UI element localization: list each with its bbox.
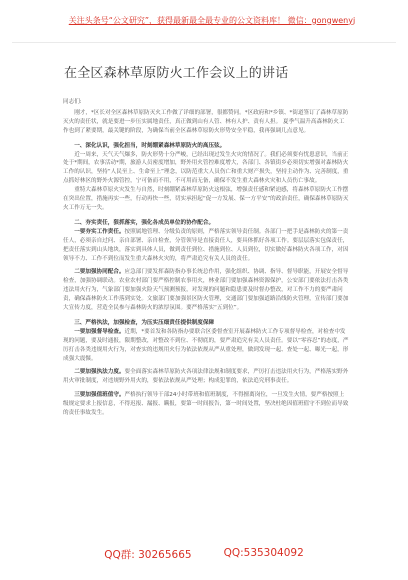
intro-paragraph: 刚才，*区长对全区森林草原防灭火工作做了详细的部署，很都赞同。*区政府和*乡镇、*街道签订了森林草原防灭火的责任状，就是要进一步压实属地责任，真正做到山有人管、林有人护、责有人担。 夏季气温升高森林防火工作也到了紧要期，最关键的阶段，为确保当前全区森林草原防火形势安全平稳，我再强调几点意见。: [63, 109, 349, 134]
section-1-paragraph-2: 重特大森林草原火灾发生与自然，时刻绷紧森林草原防火这根弦，增强责任感和紧迫感，将森林草原防火工作摆在突出位置，措施再实一些，行动再快一些，切实承担起“促一方发展、保一方平安”的政治责任，确保森林草原防灭火工作万无一失。: [63, 187, 349, 211]
section-1-paragraph-1: 近一周来，天气天气爆多，防火形势十分严峻，已经出现过发生火灾的情况了。我们必须要有忧患意识，当前正处于*期间，农事活动*期，旅游人员密度增加，野外用火管控难度增大，各部门、各镇街乡必须切实增强对森林防火工作的认识，坚持“人民至上、生命至上”理念，以防范重大人员伤亡和重大财产损失，坚持主动作为、完善制度，重点抓好林区的野外火源管控，宁可备而不用，不可用而无备，确保不发生重大森林火灾和人员伤亡事故。: [63, 151, 349, 185]
section-heading-3: 三、严格执法，加强检查，为压实压细责任提供制度保障: [74, 319, 215, 326]
top-banner-inner: [53, 15, 355, 26]
section-3-subhead-3: 三要加强值班值守。: [74, 392, 125, 399]
section-2-subhead-1: 一要夯实工作责任。: [74, 228, 125, 235]
banner-link[interactable]: 关注头条号“公文研究”，获得最新最全最专业的公文资料库！ 微信：gongwenyj: [68, 15, 356, 25]
qq-number: QQ:535304092: [223, 547, 304, 559]
section-3-text-2: 要全面落实森林草原防火各项法律法规和制度要求，严厉打击违法用火行为，严格落实野外用火审批制度，对违规野外用火的，要依法依规从严处理；构成犯罪的，依法追究刑事责任。: [63, 369, 349, 385]
section-3-text-1: 近期，*要首发和各防指办要联合区委督查室开展森林防火工作专项督导检查，对检查中发现的问题，要及时通报，限期整改，对整改不到位、不彻底的，要严肃追究有关人员责任。要以“零容忍”的态度，严厉打击各类违规用火行为，对查实的违规用火行为依法依规从严从重处理，做到发现一起、查处一起、曝光一起，形成强大震慑。: [63, 328, 349, 362]
section-3-paragraph-2: [63, 368, 349, 386]
page-title: 在全区森林草原防火工作会议上的讲话: [64, 66, 289, 81]
section-3-paragraph-1: [63, 328, 349, 364]
top-banner: [0, 0, 408, 40]
footer-contact: [0, 547, 408, 562]
section-2-text-1: 按照属地管理、分级负责的原则，严格落实领导责任制。各部门一把手是森林防火的第一责任人，必须亲自过问、亲自部署、亲自检查，分管领导是直接责任人，要具体抓好各项工作。要层层落实包保责任，把责任落实到山头地块，落实到具体人员，做到责任到位、措施到位、人员到位，切实做好森林防火各项工作，对因领导不力、工作不到位而发生重大森林火灾的，将严肃追究有关人员的责任。: [63, 228, 349, 262]
greeting: 同志们:: [63, 99, 82, 105]
section-3-paragraph-3: [63, 391, 349, 418]
section-heading-2: 二、夯实责任，狠抓落实，强化各成员单位的协作配合。: [74, 219, 215, 226]
divider: [12, 42, 396, 43]
section-3-text-3: 严格执行领导干部24小时带班和值班制度，不得擅离岗位，一旦发生火情，要严格按照上级规定要求上报信息，不得迟报、漏报、瞒报，要第一时间报告，第一时间处置，坚决杜绝因值班值守不到位而导致的责任事故发生。: [63, 392, 349, 417]
section-2-paragraph-2: [63, 268, 349, 313]
section-heading-1: 一、深化认识，强化担当，时刻绷紧森林草原防火的高压弦。: [74, 142, 226, 149]
section-3-subhead-2: 二要加强执法力度。: [74, 369, 125, 376]
section-3-subhead-1: 一要加强督导检查。: [74, 328, 125, 335]
qq-group-number: QQ群: 30265665: [104, 549, 192, 561]
document-body: [63, 98, 349, 418]
section-2-subhead-2: 二要加强协同配合。: [74, 269, 125, 276]
section-2-text-2: 应急部门要发挥森防指办事长统总作用，强化组织、协调、指导、督导职能，开展安全督导检查，加强协调联动。农业农村部门要严格控制农事用火，林业部门要加强森林资源保护，公安部门要依法打击各类违法用火行为，气象部门要加强火险天气预测预报，对发现的问题和隐患要及时督办整改，对工作不力的要严肃问责，确保森林防火工作落到实处。文旅部门要加强景区防火管理，交通部门要加强道路沿线防火管理，宣传部门要加大宣传力度，营造全民参与森林防火的浓厚氛围。要严格落实“五到位”。: [63, 269, 349, 312]
section-2-paragraph-1: [63, 228, 349, 264]
